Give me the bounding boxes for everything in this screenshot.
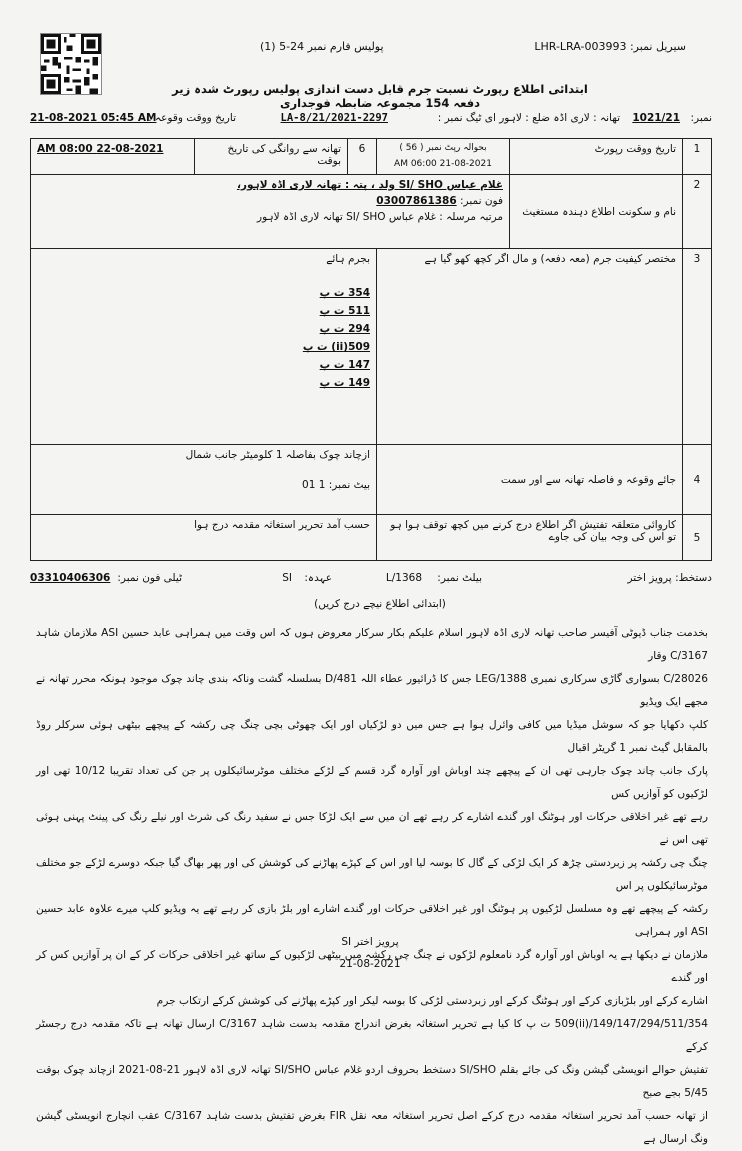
- list-item: 147 ت پ: [319, 359, 370, 371]
- table-row: [31, 445, 712, 515]
- section-list: [37, 287, 370, 389]
- report-reference: [377, 139, 510, 175]
- row-number: 4: [683, 445, 712, 515]
- row-number: 6: [348, 139, 377, 175]
- belt-label: بیلٹ نمبر:: [437, 572, 482, 584]
- phone-label: ٹیلی فون نمبر:: [117, 572, 182, 584]
- complainant-name: غلام عباس SI/ SHO ولد ، پتہ : تھانہ لاری اڈہ لاہور،: [236, 179, 503, 191]
- table-row: [31, 249, 712, 445]
- row-label: جائے وقوعہ و فاصلہ تھانہ سے اور سمت: [377, 445, 683, 515]
- body-line: رہے تھے غیر اخلاقی حرکات اور ہوٹنگ اور گندے اشارے کر رہے تھے ان میں سے ایک لڑکا جس نے سفید رنگ کی شرٹ اور نیلے رنگ کی پینٹ پہنی ہوئی تھی اس نے: [36, 811, 708, 846]
- crime-heading: بجرم ہائے: [326, 253, 370, 265]
- report-body: [36, 622, 708, 1151]
- table-row: [31, 139, 712, 175]
- note-heading: (ابتدائی اطلاع نیچے درج کریں): [314, 598, 446, 610]
- row-number: 1: [683, 139, 712, 175]
- qr-code: [40, 33, 102, 95]
- footer-signature: پرویز اختر SI: [341, 936, 399, 948]
- etag-number: LA-8/21/2021-2297: [280, 112, 388, 124]
- row-number: 2: [683, 175, 712, 249]
- station-info: تھانہ : لاری اڈہ ضلع : لاہور ای ٹیگ نمبر :: [437, 112, 620, 124]
- rank-label: عہدہ:: [304, 572, 332, 584]
- place-description: ازچاند چوک بفاصلہ 1 کلومیٹر جانب شمال: [185, 449, 370, 461]
- row-label: نام و سکونت اطلاع دہندہ مستغیث: [510, 175, 683, 249]
- officer-phone: 03310406306: [30, 572, 111, 584]
- belt-number: L/1368: [385, 572, 422, 584]
- incident-place: [31, 445, 377, 515]
- body-line: از تھانہ حسب آمد تحریر استغاثہ مقدمہ درج کرکے اصل تحریر استغاثہ معہ نقل FIR بغرض تفتیش بدست شاہد C/3167 عقب انچارج انویسٹی گیشن ونگ ارسال ہے: [36, 1110, 709, 1145]
- ref-label: بحوالہ رپٹ نمبر ( 56 ): [399, 143, 487, 153]
- body-line: چنگ چی رکشہ پر زبردستی چڑھ کر ایک لڑکی کے گال کا بوسہ لیا اور اس کے کپڑے پھاڑنے کی کوشش کی اور پھر بھاگ گیا جبکہ دوسرے لڑکے جو مختلف موٹرسائیکلوں پر اس: [36, 857, 708, 892]
- action-taken: حسب آمد تحریر استغاثہ مقدمہ درج ہوا: [31, 515, 377, 561]
- row-number: 3: [683, 249, 712, 445]
- list-item: 354 ت پ: [319, 287, 370, 299]
- list-item: 149 ت پ: [319, 377, 370, 389]
- list-item: 294 ت پ: [319, 323, 370, 335]
- list-item: 511 ت پ: [319, 305, 370, 317]
- drafted-by: مرتبہ مرسلہ : غلام عباس SI/ SHO تھانہ لاری اڈہ لاہور: [257, 211, 503, 223]
- rank: SI: [282, 572, 292, 584]
- row-label: کاروائی متعلقہ تفتیش اگر اطلاع درج کرنے میں کچھ توقف ہوا ہو تو اس کی وجہ بیان کی جاوے: [377, 515, 683, 561]
- beat-number: بیٹ نمبر: 1 01: [302, 479, 370, 491]
- body-line: 149/147/294/511/354/(ii)509 ت پ کا کیا ہے تحریر استغاثہ بغرض اندراج مقدمہ بدست شاہد C/3167 ارسال تھانہ ہے تاکہ مقدمہ درج رجسٹر کرکے: [36, 1018, 708, 1053]
- footer-date: 21-08-2021: [339, 958, 401, 970]
- body-line: تفتیش حوالے انویسٹی گیشن ونگ کی جائے بقلم SI/SHO دستخط بحروف اردو غلام عباس SI/SHO تھانہ لاری اڈہ لاہور 21-08-2021 ازچاند چوک بوقت 5/45 بجے صبح: [36, 1064, 708, 1099]
- row-number: 5: [683, 515, 712, 561]
- ref-time: 21-08-2021 06:00 AM: [394, 159, 492, 169]
- body-line: ملازمان نے دیکھا ہے یہ اوباش اور آوارہ گرد نامعلوم لڑکوں نے چنگ چی رکشہ میں بیٹھی لڑکیوں کے ساتھ غیر اخلاقی حرکات کر کے ان پر آوازیں کس کر اور گندے: [36, 949, 708, 984]
- complainant-details: [31, 175, 510, 249]
- row-label: تاریخ ووقت رپورٹ: [510, 139, 683, 175]
- report-title: ابتدائی اطلاع رپورٹ نسبت جرم قابل دست اندازی پولیس رپورٹ شدہ زیر دفعہ 154 مجموعہ ضابطہ فوجداری: [172, 82, 588, 110]
- row-label: تھانہ سے روانگی کی تاریخ بوقت: [195, 139, 348, 175]
- row-label: مختصر کیفیت جرم (معہ دفعہ) و مال اگر کچھ کھو گیا ہے: [377, 249, 683, 445]
- complainant-phone: 03007861386: [376, 195, 457, 207]
- signature-label: دستخط: پرویز اختر: [627, 572, 712, 584]
- table-row: [31, 515, 712, 561]
- body-line: کلپ دکھایا جو کہ سوشل میڈیا میں کافی وائرل ہوا ہے جس میں دو لڑکیاں اور ایک چھوٹی بچی چنگ چی رکشہ کے پیچھے بیٹھی ہوئی سرکلر روڈ بالمقابل گیٹ نمبر 1 گریٹر اقبال: [36, 719, 708, 754]
- body-line: پارک جانب چاند چوک جارہی تھی ان کے پیچھے چند اوباش اور آوارہ گرد قسم کے لڑکے مختلف موٹرسائیکلوں پر جن کی تعداد تقریبا 10/12 تھی اور لڑکیوں کو آوازیں کس: [36, 765, 709, 800]
- fir-table: [30, 138, 712, 561]
- crime-sections: [31, 249, 377, 445]
- table-row: [31, 175, 712, 249]
- phone-label: فون نمبر:: [460, 195, 503, 207]
- form-number: پولیس فارم نمبر 24-5 (1): [260, 40, 384, 53]
- incident-datetime-label: تاریخ ووقت وقوعہ :: [148, 112, 236, 124]
- incident-datetime: 21-08-2021 05:45 AM: [30, 112, 157, 124]
- body-line: اشارے کرکے اور بلڑبازی کرکے اور ہوٹنگ کرکے اور زبردستی لڑکی کا بوسہ لیکر اور کپڑے پھاڑنے کی کوشش کرکے ارتکاب جرم: [156, 995, 708, 1007]
- list-item: 509(ii) ت پ: [302, 341, 370, 353]
- body-line: رکشہ کے پیچھے تھے وہ مسلسل لڑکیوں پر ہوٹنگ اور غیر اخلاقی حرکات اور گندے اشارے اور بلڑ بازی کر رہے تھے یہ ویڈیو کلپ میرے علاوہ عابد حسین ASI اور ہمراہی: [36, 903, 708, 938]
- body-line: بخدمت جناب ڈیوٹی آفیسر صاحب تھانہ لاری اڈہ لاہور اسلام علیکم بکار سرکار معروض ہوں کہ اس وقت میں ہمراہی عابد حسین ASI ملازمان شاہد C/3167 وقار: [36, 627, 708, 662]
- fir-number-label: نمبر:: [690, 112, 712, 124]
- fir-number: 1021/21: [632, 112, 680, 124]
- departure-datetime: 22-08-2021 08:00 AM: [31, 139, 195, 175]
- serial-number: سیریل نمبر: LHR-LRA-003993: [534, 40, 686, 53]
- body-line: C/28026 بسواری گاڑی سرکاری نمبری LEG/1388 جس کا ڈرائیور عطاء اللہ D/481 بسلسلہ گشت وناکہ بندی چاند چوک موجود ہونکہ محرر تھانہ نے مجھے ایک ویڈیو: [36, 673, 709, 708]
